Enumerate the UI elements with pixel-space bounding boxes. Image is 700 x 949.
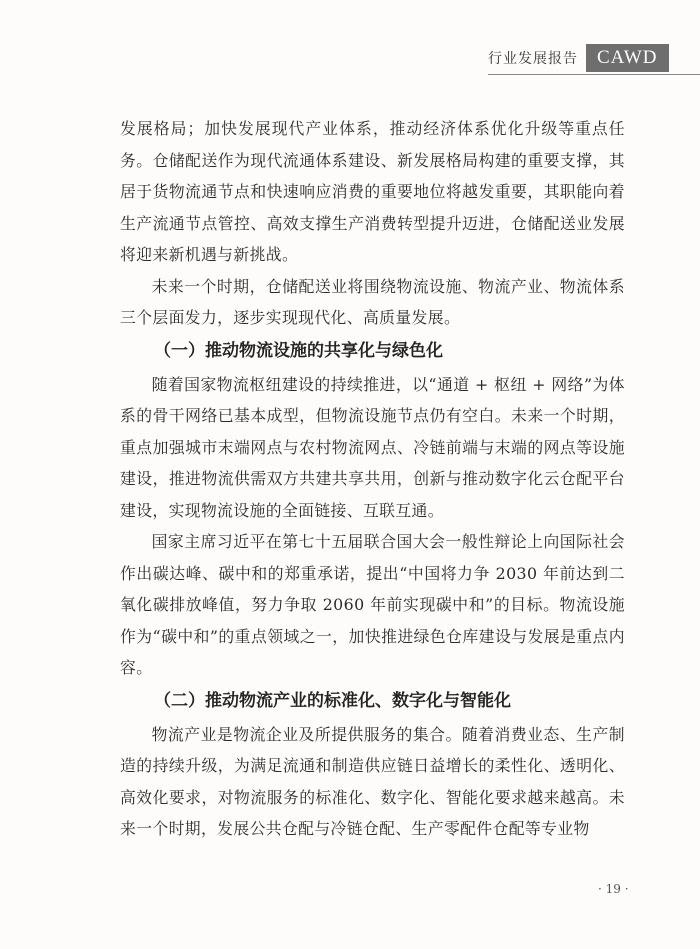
header-title: 行业发展报告 [488,51,578,67]
paragraph-3: 随着国家物流枢纽建设的持续推进，以“通道 + 枢纽 + 网络”为体系的骨干网络已基本成型，但物流设施节点仍有空白。未来一个时期，重点加强城市末端网点与农村物流网点、冷链前端与末端的网点等设施建设，推进物流供需双方共建共享共用，创新与推动数字化云仓配平台建设，实现物流设施的全面链接、互联互通。 [120,374,625,520]
header-brand-logo: CAWD [586,44,669,72]
paragraph-1: 发展格局；加快发展现代产业体系，推动经济体系优化升级等重点任务。仓储配送作为现代流通体系建设、新发展格局构建的重要支撑，其居于货物流通节点和快速响应消费的重要地位将越发重要，其职能向着生产流通节点管控、高效支撑生产消费转型提升迈进，仓储配送业发展将迎来新机遇与新挑战。 [120,119,625,264]
paragraph-2: 未来一个时期，仓储配送业将围绕物流设施、物流产业、物流体系三个层面发力，逐步实现现代化、高质量发展。 [120,276,625,327]
page-body [120,113,625,845]
section-heading-2: （二）推动物流产业的标准化、数字化与智能化 [154,690,511,711]
running-header [488,44,669,72]
section-heading-1: （一）推动物流设施的共享化与绿色化 [154,340,443,361]
header-divider [488,74,700,75]
paragraph-4: 国家主席习近平在第七十五届联合国大会一般性辩论上向国际社会作出碳达峰、碳中和的郑重承诺，提出“中国将力争 2030 年前达到二氧化碳排放峰值，努力争取 2060 年前实现碳中和”的目标。物流设施作为“碳中和”的重点领域之一，加快推进绿色仓库建设与发展是重点内容。 [120,532,625,677]
paragraph-5: 物流产业是物流企业及所提供服务的集合。随着消费业态、生产制造的持续升级，为满足流通和制造供应链日益增长的柔性化、透明化、高效化要求，对物流服务的标准化、数字化、智能化要求越来越高。未来一个时期，发展公共仓配与冷链仓配、生产零配件仓配等专业物 [120,724,625,838]
page-number: · 19 · [598,882,629,896]
